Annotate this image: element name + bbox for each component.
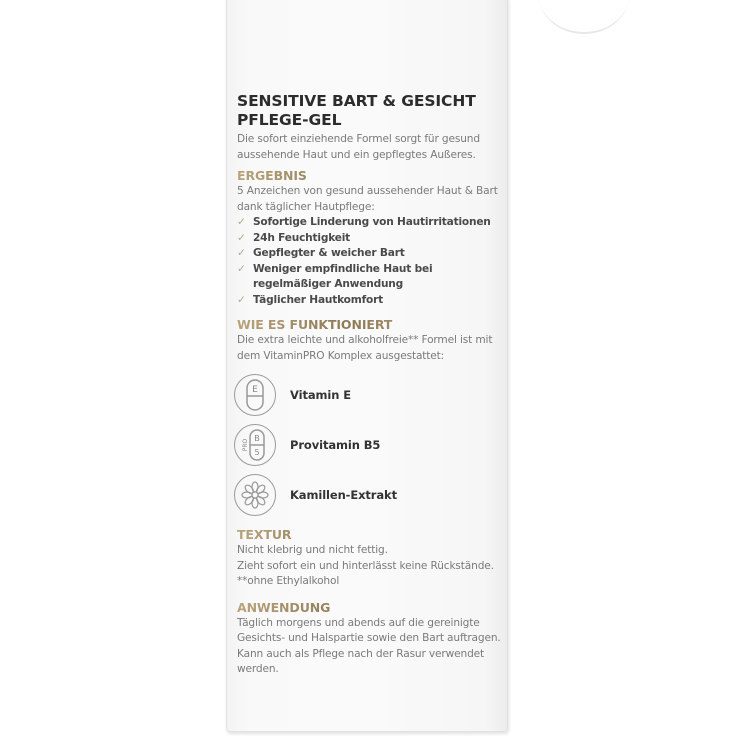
anwendung-line: Täglich morgens und abends auf die gereinigte Gesichts- und Halspartie sowie den Bart auftragen.	[237, 616, 501, 644]
title-line-2: PFLEGE-GEL	[237, 111, 342, 129]
checkmark-icon: ✓	[237, 247, 246, 259]
heading-textur: TEXTUR	[237, 526, 503, 543]
product-title	[237, 92, 503, 130]
heading-funktion: WIE ES FUNKTIONIERT	[237, 316, 503, 333]
benefits-list	[237, 215, 503, 308]
section-anwendung	[237, 599, 503, 678]
section-ergebnis	[237, 167, 503, 308]
textur-line: Nicht klebrig und nicht fettig.	[237, 544, 388, 556]
product-description	[237, 92, 503, 678]
section-funktion	[237, 316, 503, 520]
benefit-item: ✓ Gepflegter & weicher Bart	[237, 246, 503, 262]
ingredient-item	[234, 420, 503, 470]
svg-text:E: E	[252, 385, 258, 395]
heading-anwendung: ANWENDUNG	[237, 599, 503, 616]
ingredients-list	[234, 370, 503, 520]
benefit-item: ✓ Täglicher Hautkomfort	[237, 293, 503, 309]
footnote: **ohne Ethylalkohol	[237, 575, 340, 587]
benefit-item: ✓ Sofortige Linderung von Hautirritationen	[237, 215, 503, 231]
heading-ergebnis: ERGEBNIS	[237, 167, 503, 184]
ingredient-label: Vitamin E	[290, 388, 351, 402]
svg-text:B: B	[254, 434, 260, 443]
benefit-item: ✓ Weniger empfindliche Haut bei regelmäßiger Anwendung	[237, 262, 433, 290]
checkmark-icon: ✓	[237, 216, 246, 228]
ingredient-label: Provitamin B5	[290, 438, 381, 452]
vitamin-e-capsule-icon	[234, 374, 276, 416]
section-textur	[237, 526, 503, 590]
checkmark-icon: ✓	[237, 262, 246, 275]
checkmark-icon: ✓	[237, 231, 246, 244]
ergebnis-intro: 5 Anzeichen von gesund aussehender Haut & Bart dank täglicher Hautpflege:	[237, 185, 498, 213]
benefit-item: ✓ 24h Feuchtigkeit	[237, 231, 503, 247]
funktion-intro: Die extra leichte und alkoholfreie** Formel ist mit dem VitaminPRO Komplex ausgestattet:	[237, 334, 493, 362]
title-line-1: SENSITIVE BART & GESICHT	[237, 92, 476, 110]
chamomile-flower-icon	[234, 474, 276, 516]
product-intro: Die sofort einziehende Formel sorgt für gesund aussehende Haut und ein gepflegtes Außeres.	[237, 133, 480, 161]
ingredient-label: Kamillen-Extrakt	[290, 488, 397, 502]
checkmark-icon: ✓	[237, 293, 246, 306]
textur-line: Zieht sofort ein und hinterlässt keine Rückstände.	[237, 559, 494, 572]
anwendung-line: Kann auch als Pflege nach der Rasur verwendet werden.	[237, 647, 485, 675]
provitamin-b5-capsule-icon	[234, 424, 276, 466]
svg-text:PRO: PRO	[242, 438, 249, 452]
svg-text:5: 5	[254, 448, 260, 457]
box-tab-cutout	[539, 0, 629, 34]
ingredient-item	[234, 370, 503, 420]
ingredient-item	[234, 470, 503, 520]
